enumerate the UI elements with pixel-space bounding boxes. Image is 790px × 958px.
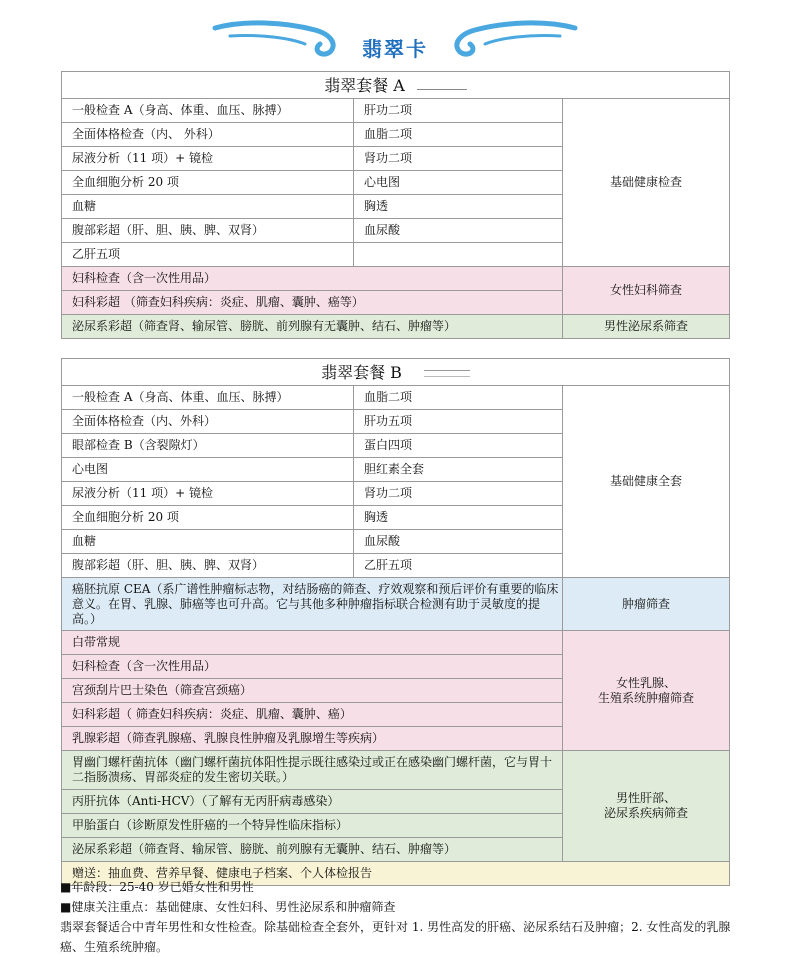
item-cell: 癌胚抗原 CEA（系广谱性肿瘤标志物，对结肠癌的筛查、疗效观察和预后评价有重要的临床意义。在胃、乳腺、肺癌等也可升高。它与其他多种肿瘤指标联合检测有助于灵敏度的提高。）	[62, 578, 563, 631]
item-cell: 蛋白四项	[354, 434, 563, 458]
item-cell: 尿液分析（11 项）+ 镜检	[62, 147, 354, 171]
item-cell: 眼部检查 B（含裂隙灯）	[62, 434, 354, 458]
item-cell: 心电图	[62, 458, 354, 482]
table-row	[62, 631, 730, 655]
category-line: 男性肝部、	[615, 791, 676, 805]
item-cell: 胆红素全套	[354, 458, 563, 482]
item-cell: 一般检查 A（身高、体重、血压、脉搏）	[62, 99, 354, 123]
table-row	[62, 578, 730, 631]
item-cell	[354, 243, 563, 267]
item-cell: 白带常规	[62, 631, 563, 655]
table-row	[62, 267, 730, 291]
item-cell: 一般检查 A（身高、体重、血压、脉搏）	[62, 386, 354, 410]
item-cell: 血脂二项	[354, 123, 563, 147]
category-line: 女性乳腺、	[615, 675, 676, 690]
item-cell: 丙肝抗体（Anti-HCV）（了解有无丙肝病毒感染）	[62, 790, 563, 814]
item-cell: 血脂二项	[354, 386, 563, 410]
table-row	[62, 386, 730, 410]
package-b-header-row	[62, 359, 730, 386]
item-cell: 尿液分析（11 项）+ 镜检	[62, 482, 354, 506]
item-cell: 泌尿系彩超（筛查肾、输尿管、膀胱、前列腺有无囊肿、结石、肿瘤等）	[62, 315, 563, 339]
item-cell: 肾功二项	[354, 482, 563, 506]
item-cell: 全血细胞分析 20 项	[62, 171, 354, 195]
item-cell: 全血细胞分析 20 项	[62, 506, 354, 530]
item-cell: 乙肝五项	[354, 554, 563, 578]
gift-cell: 赠送：抽血费、营养早餐、健康电子档案、个人体检报告	[62, 862, 730, 886]
page-title: 翡翠卡	[362, 37, 428, 61]
item-cell: 乳腺彩超（筛查乳腺癌、乳腺良性肿瘤及乳腺增生等疾病）	[62, 727, 563, 751]
category-uro-a: 男性泌尿系筛查	[563, 315, 730, 339]
category-tumor-b: 肿瘤筛查	[563, 578, 730, 631]
item-cell: 血尿酸	[354, 219, 563, 243]
item-cell: 肾功二项	[354, 147, 563, 171]
item-cell: 宫颈刮片巴士染色（筛查宫颈癌）	[62, 679, 563, 703]
table-row	[62, 751, 730, 790]
item-cell: 妇科彩超 （筛查妇科疾病：炎症、肌瘤、囊肿、癌等）	[62, 291, 563, 315]
item-cell: 心电图	[354, 171, 563, 195]
category-line: 生殖系统肿瘤筛查	[597, 690, 694, 705]
item-cell: 血尿酸	[354, 530, 563, 554]
category-female-b	[563, 631, 730, 751]
age-note: ■年龄段：25-40 岁已婚女性和男性	[60, 880, 254, 894]
focus-note: ■健康关注重点：基础健康、女性妇科、男性泌尿系和肿瘤筛查	[60, 900, 396, 914]
category-male-b	[563, 751, 730, 862]
item-cell: 腹部彩超（肝、胆、胰、脾、双肾）	[62, 219, 354, 243]
item-cell: 妇科检查（含一次性用品）	[62, 655, 563, 679]
package-a-header-row	[62, 72, 730, 99]
notes-section	[60, 877, 740, 957]
item-cell: 妇科检查（含一次性用品）	[62, 267, 563, 291]
item-cell: 胃幽门螺杆菌抗体（幽门螺杆菌抗体阳性提示既往感染过或正在感染幽门螺杆菌，它与胃十二指肠溃疡、胃部炎症的发生密切关联。）	[62, 751, 563, 790]
category-basic-b: 基础健康全套	[563, 386, 730, 578]
item-cell: 全面体格检查（内、外科）	[62, 410, 354, 434]
category-line: 泌尿系疾病筛查	[603, 806, 688, 820]
table-row	[62, 99, 730, 123]
package-b-table	[61, 358, 730, 886]
package-a-table	[61, 71, 730, 339]
item-cell: 全面体格检查（内、 外科）	[62, 123, 354, 147]
package-a-header: 翡翠套餐 A	[62, 72, 730, 99]
item-cell: 血糖	[62, 530, 354, 554]
item-cell: 甲胎蛋白（诊断原发性肝癌的一个特异性临床指标）	[62, 814, 563, 838]
item-cell: 肝功二项	[354, 99, 563, 123]
item-cell: 妇科彩超（ 筛查妇科疾病：炎症、肌瘤、囊肿、癌）	[62, 703, 563, 727]
item-cell: 肝功五项	[354, 410, 563, 434]
item-cell: 胸透	[354, 195, 563, 219]
description-note: 翡翠套餐适合中青年男性和女性检查。除基础检查全套外，更针对 1. 男性高发的肝癌、泌尿系结石及肿瘤；2. 女性高发的乳腺癌、生殖系统肿瘤。	[60, 920, 731, 954]
item-cell: 胸透	[354, 506, 563, 530]
item-cell: 泌尿系彩超（筛查肾、输尿管、膀胱、前列腺有无囊肿、结石、肿瘤等）	[62, 838, 563, 862]
table-row	[62, 315, 730, 339]
header-ornament	[0, 0, 790, 70]
item-cell: 腹部彩超（肝、胆、胰、脾、双肾）	[62, 554, 354, 578]
package-b-header: 翡翠套餐 B	[62, 359, 730, 386]
item-cell: 血糖	[62, 195, 354, 219]
item-cell: 乙肝五项	[62, 243, 354, 267]
category-basic-a: 基础健康检查	[563, 99, 730, 267]
category-gyn-a: 女性妇科筛查	[563, 267, 730, 315]
